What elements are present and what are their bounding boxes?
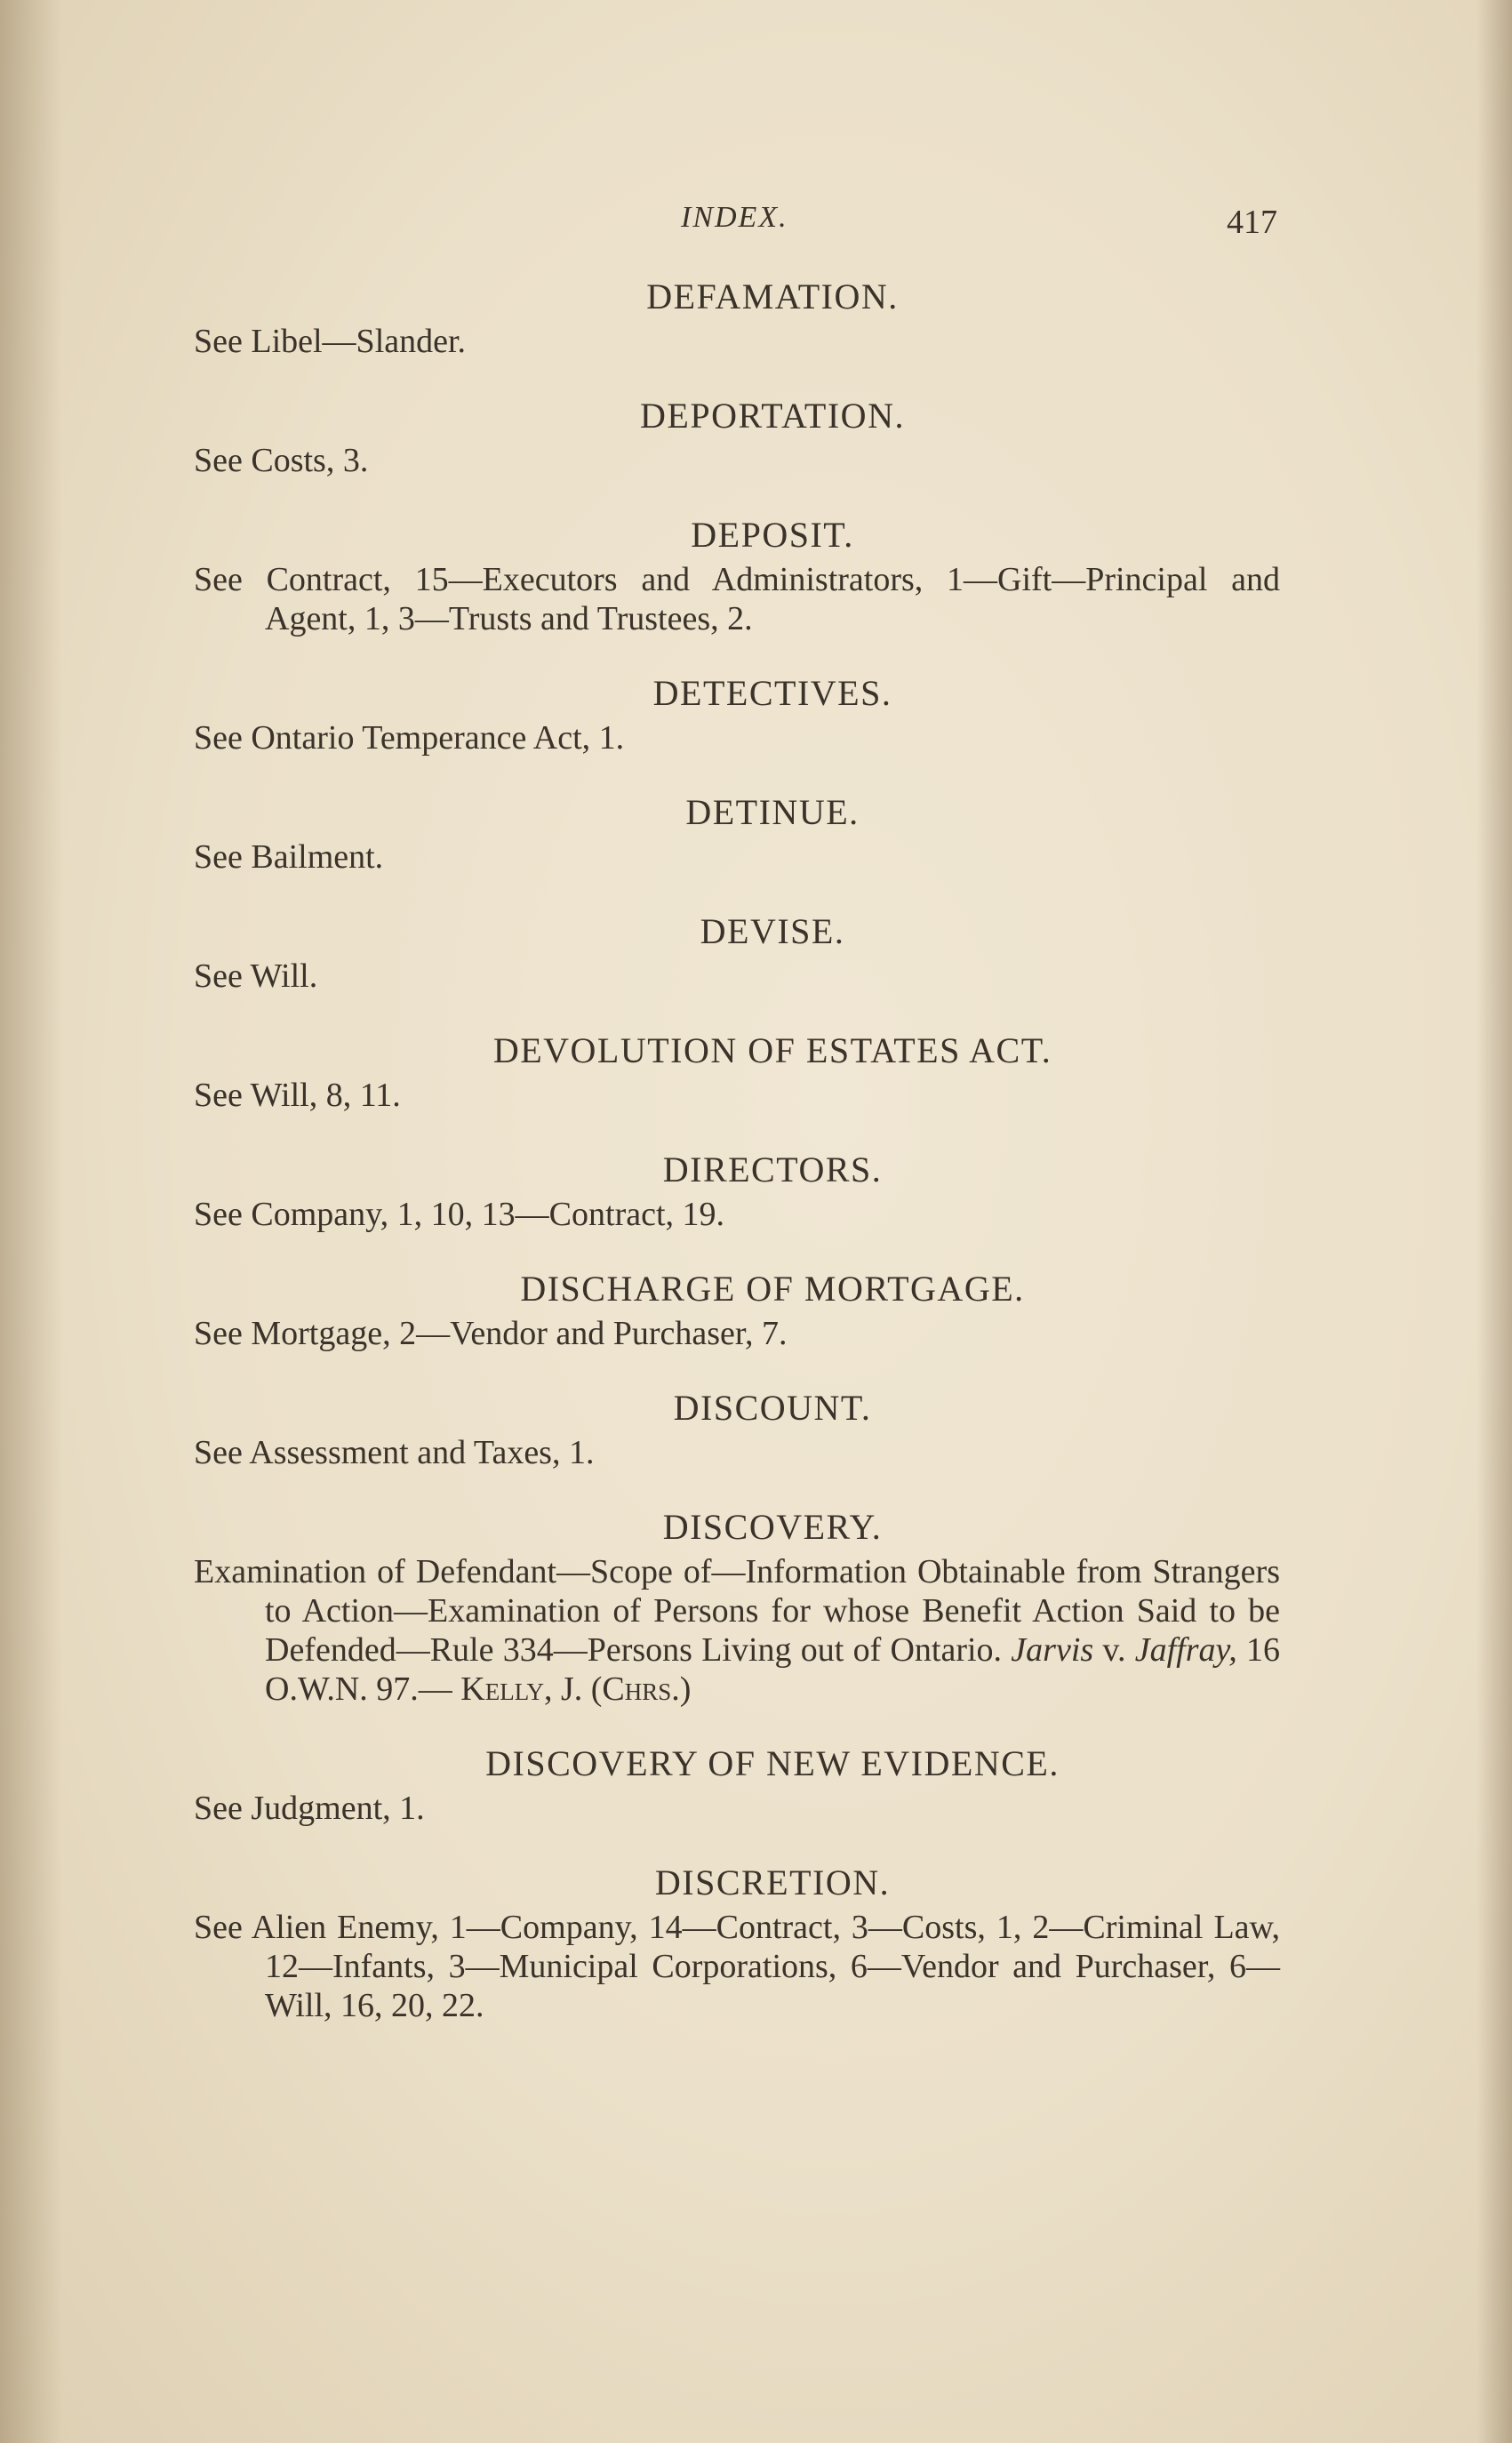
page-edge-shadow-left — [0, 0, 62, 2443]
page-edge-shadow-right — [1476, 0, 1512, 2443]
case-name-defendant: Jaffray, — [1134, 1631, 1237, 1669]
page-number: 417 — [1227, 204, 1277, 241]
index-content — [194, 277, 1280, 2061]
entry-text: See Judgment, 1. — [194, 1790, 425, 1827]
entry-text: See Contract, 15—Executors and Administrators, 1—Gift—Principal and Agent, 1, 3—Trusts and Trustees, 2. — [194, 561, 1280, 637]
judge-name: Kelly, J. (Chrs.) — [460, 1670, 692, 1708]
running-head-title: INDEX. — [681, 201, 788, 234]
entry-heading: DEVOLUTION OF ESTATES ACT. — [492, 1030, 1052, 1070]
entry-heading: DISCOVERY OF NEW EVIDENCE. — [485, 1743, 1060, 1783]
entry-heading: DISCRETION. — [654, 1862, 891, 1902]
entry-text-before: Examination of Defendant—Scope of—Information Obtainable from Strangers to Action—Examination of Persons for whose Benefit Action Said to be Defended—Rule 334—Persons Living out of Ontario. — [194, 1553, 1280, 1669]
index-entry — [194, 1031, 1280, 1115]
entry-text: See Libel—Slander. — [194, 323, 467, 360]
index-entry — [194, 793, 1280, 877]
entry-heading: DEVISE. — [700, 911, 845, 951]
index-entry — [194, 912, 1280, 996]
entry-text — [194, 1552, 1280, 1709]
index-entry — [194, 516, 1280, 638]
index-entry — [194, 1863, 1280, 2025]
entry-text: See Mortgage, 2—Vendor and Purchaser, 7. — [194, 1315, 788, 1352]
entry-heading: DETINUE. — [685, 792, 860, 832]
case-versus: v. — [1102, 1631, 1126, 1669]
entry-text: See Costs, 3. — [194, 442, 369, 479]
index-entry — [194, 1744, 1280, 1828]
entry-text: See Ontario Temperance Act, 1. — [194, 719, 625, 757]
entry-text: See Alien Enemy, 1—Company, 14—Contract, 3—Costs, 1, 2—Criminal Law, 12—Infants, 3—Municipal Corporations, 6—Vendor and Purchaser, 6—Will, 16, 20, 22. — [194, 1909, 1280, 2024]
running-head — [0, 201, 1512, 245]
index-entry — [194, 396, 1280, 480]
entry-text: See Assessment and Taxes, 1. — [194, 1434, 595, 1471]
entry-heading: DISCHARGE OF MORTGAGE. — [520, 1269, 1025, 1309]
entry-text: See Will, 8, 11. — [194, 1077, 401, 1114]
entry-text: See Will. — [194, 957, 318, 995]
entry-heading: DISCOVERY. — [662, 1507, 883, 1547]
entry-heading: DETECTIVES. — [652, 673, 892, 713]
index-entry — [194, 1150, 1280, 1234]
index-entry — [194, 1270, 1280, 1353]
entry-text: See Bailment. — [194, 838, 384, 876]
index-entry — [194, 1508, 1280, 1709]
index-entry — [194, 1389, 1280, 1472]
index-entry — [194, 277, 1280, 361]
entry-heading: DEPOSIT. — [691, 515, 854, 555]
case-name-plaintiff: Jarvis — [1011, 1631, 1094, 1669]
entry-heading: DIRECTORS. — [662, 1149, 883, 1189]
entry-heading: DISCOUNT. — [673, 1388, 872, 1428]
index-entry — [194, 674, 1280, 757]
entry-text: See Company, 1, 10, 13—Contract, 19. — [194, 1196, 725, 1233]
entry-heading: DEFAMATION. — [646, 276, 899, 316]
case-citation: 16 O.W.N. 97.— — [265, 1631, 1281, 1708]
entry-heading: DEPORTATION. — [640, 396, 905, 436]
